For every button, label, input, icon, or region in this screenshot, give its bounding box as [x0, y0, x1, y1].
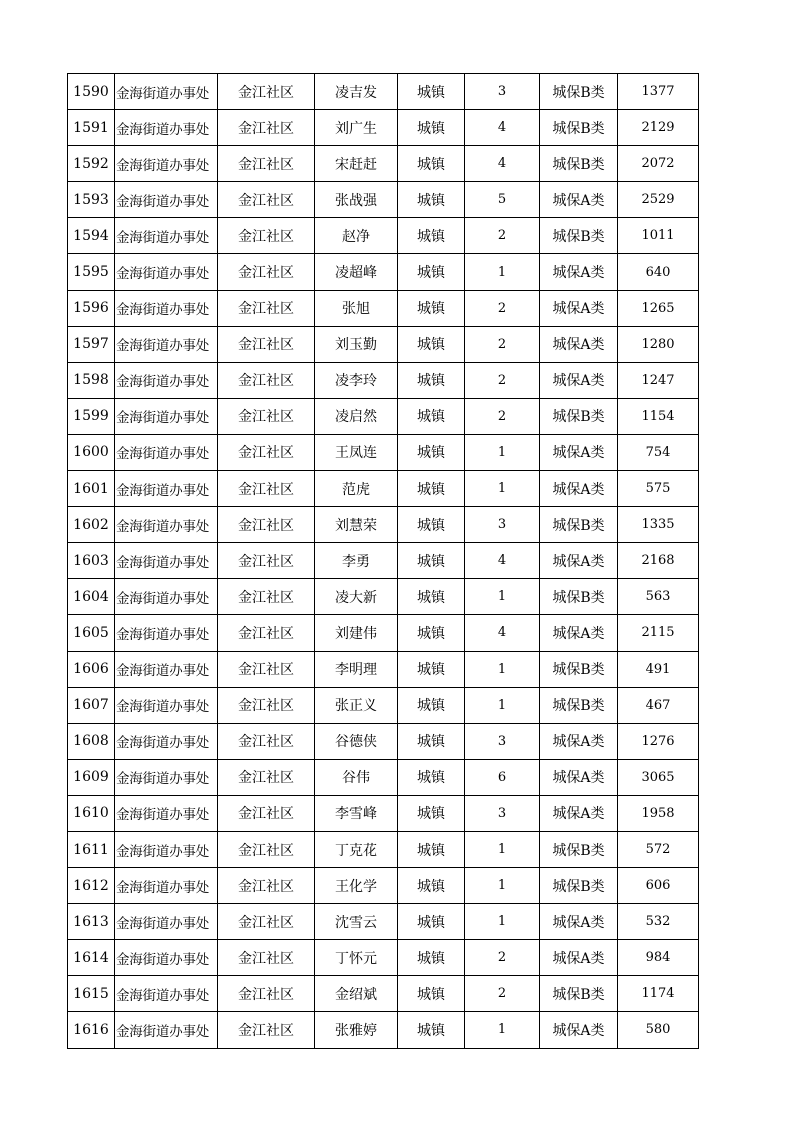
insurance-category-cell: 城保A类: [540, 940, 618, 976]
household-type-cell: 城镇: [398, 74, 465, 110]
record-number-cell: 1611: [68, 831, 115, 867]
record-number-cell: 1614: [68, 940, 115, 976]
community-name-cell: 金江社区: [218, 615, 315, 651]
record-number-cell: 1612: [68, 868, 115, 904]
insurance-category-cell: 城保B类: [540, 507, 618, 543]
record-number-cell: 1601: [68, 471, 115, 507]
amount-cell: 754: [618, 434, 699, 470]
family-size-cell: 5: [465, 182, 540, 218]
family-size-cell: 1: [465, 651, 540, 687]
person-name-cell: 李明理: [315, 651, 398, 687]
person-name-cell: 李勇: [315, 543, 398, 579]
amount-cell: 1377: [618, 74, 699, 110]
community-name-cell: 金江社区: [218, 651, 315, 687]
amount-cell: 606: [618, 868, 699, 904]
person-name-cell: 赵净: [315, 218, 398, 254]
record-number-cell: 1604: [68, 579, 115, 615]
person-name-cell: 凌李玲: [315, 362, 398, 398]
amount-cell: 1174: [618, 976, 699, 1012]
community-name-cell: 金江社区: [218, 831, 315, 867]
household-type-cell: 城镇: [398, 218, 465, 254]
amount-cell: 1011: [618, 218, 699, 254]
household-type-cell: 城镇: [398, 831, 465, 867]
household-type-cell: 城镇: [398, 723, 465, 759]
community-name-cell: 金江社区: [218, 434, 315, 470]
table-row: [68, 723, 699, 759]
household-type-cell: 城镇: [398, 434, 465, 470]
insurance-category-cell: 城保A类: [540, 759, 618, 795]
household-type-cell: 城镇: [398, 110, 465, 146]
beneficiary-table: [67, 73, 699, 1049]
table-row: [68, 904, 699, 940]
amount-cell: 2129: [618, 110, 699, 146]
community-name-cell: 金江社区: [218, 74, 315, 110]
office-name-cell: 金海街道办事处: [115, 471, 218, 507]
table-row: [68, 326, 699, 362]
amount-cell: 640: [618, 254, 699, 290]
person-name-cell: 宋赶赶: [315, 146, 398, 182]
insurance-category-cell: 城保B类: [540, 831, 618, 867]
community-name-cell: 金江社区: [218, 940, 315, 976]
community-name-cell: 金江社区: [218, 868, 315, 904]
insurance-category-cell: 城保B类: [540, 146, 618, 182]
table-row: [68, 507, 699, 543]
table-row: [68, 831, 699, 867]
household-type-cell: 城镇: [398, 1012, 465, 1048]
table-row: [68, 471, 699, 507]
record-number-cell: 1598: [68, 362, 115, 398]
insurance-category-cell: 城保B类: [540, 868, 618, 904]
person-name-cell: 丁克花: [315, 831, 398, 867]
community-name-cell: 金江社区: [218, 795, 315, 831]
amount-cell: 572: [618, 831, 699, 867]
amount-cell: 3065: [618, 759, 699, 795]
community-name-cell: 金江社区: [218, 1012, 315, 1048]
office-name-cell: 金海街道办事处: [115, 940, 218, 976]
amount-cell: 2168: [618, 543, 699, 579]
family-size-cell: 1: [465, 904, 540, 940]
family-size-cell: 6: [465, 759, 540, 795]
table-row: [68, 976, 699, 1012]
record-number-cell: 1607: [68, 687, 115, 723]
insurance-category-cell: 城保B类: [540, 218, 618, 254]
office-name-cell: 金海街道办事处: [115, 1012, 218, 1048]
community-name-cell: 金江社区: [218, 146, 315, 182]
record-number-cell: 1594: [68, 218, 115, 254]
amount-cell: 1280: [618, 326, 699, 362]
community-name-cell: 金江社区: [218, 362, 315, 398]
family-size-cell: 1: [465, 434, 540, 470]
household-type-cell: 城镇: [398, 507, 465, 543]
person-name-cell: 谷伟: [315, 759, 398, 795]
insurance-category-cell: 城保B类: [540, 651, 618, 687]
family-size-cell: 3: [465, 723, 540, 759]
amount-cell: 1265: [618, 290, 699, 326]
community-name-cell: 金江社区: [218, 543, 315, 579]
record-number-cell: 1608: [68, 723, 115, 759]
community-name-cell: 金江社区: [218, 976, 315, 1012]
family-size-cell: 2: [465, 326, 540, 362]
family-size-cell: 1: [465, 868, 540, 904]
household-type-cell: 城镇: [398, 651, 465, 687]
household-type-cell: 城镇: [398, 687, 465, 723]
office-name-cell: 金海街道办事处: [115, 434, 218, 470]
table-row: [68, 579, 699, 615]
office-name-cell: 金海街道办事处: [115, 759, 218, 795]
household-type-cell: 城镇: [398, 362, 465, 398]
person-name-cell: 刘建伟: [315, 615, 398, 651]
household-type-cell: 城镇: [398, 471, 465, 507]
table-row: [68, 759, 699, 795]
record-number-cell: 1599: [68, 398, 115, 434]
person-name-cell: 王凤连: [315, 434, 398, 470]
office-name-cell: 金海街道办事处: [115, 398, 218, 434]
family-size-cell: 2: [465, 398, 540, 434]
community-name-cell: 金江社区: [218, 471, 315, 507]
household-type-cell: 城镇: [398, 290, 465, 326]
household-type-cell: 城镇: [398, 254, 465, 290]
family-size-cell: 2: [465, 940, 540, 976]
insurance-category-cell: 城保A类: [540, 290, 618, 326]
record-number-cell: 1590: [68, 74, 115, 110]
record-number-cell: 1595: [68, 254, 115, 290]
office-name-cell: 金海街道办事处: [115, 110, 218, 146]
person-name-cell: 王化学: [315, 868, 398, 904]
record-number-cell: 1610: [68, 795, 115, 831]
insurance-category-cell: 城保B类: [540, 74, 618, 110]
insurance-category-cell: 城保A类: [540, 543, 618, 579]
amount-cell: 984: [618, 940, 699, 976]
record-number-cell: 1615: [68, 976, 115, 1012]
record-number-cell: 1602: [68, 507, 115, 543]
family-size-cell: 2: [465, 218, 540, 254]
office-name-cell: 金海街道办事处: [115, 904, 218, 940]
table-row: [68, 615, 699, 651]
community-name-cell: 金江社区: [218, 254, 315, 290]
family-size-cell: 3: [465, 507, 540, 543]
insurance-category-cell: 城保A类: [540, 904, 618, 940]
insurance-category-cell: 城保B类: [540, 687, 618, 723]
amount-cell: 491: [618, 651, 699, 687]
community-name-cell: 金江社区: [218, 904, 315, 940]
household-type-cell: 城镇: [398, 579, 465, 615]
person-name-cell: 谷德侠: [315, 723, 398, 759]
amount-cell: 1154: [618, 398, 699, 434]
record-number-cell: 1593: [68, 182, 115, 218]
table-row: [68, 362, 699, 398]
community-name-cell: 金江社区: [218, 398, 315, 434]
person-name-cell: 刘慧荣: [315, 507, 398, 543]
data-table-container: [67, 73, 699, 1049]
office-name-cell: 金海街道办事处: [115, 976, 218, 1012]
insurance-category-cell: 城保A类: [540, 182, 618, 218]
person-name-cell: 刘广生: [315, 110, 398, 146]
community-name-cell: 金江社区: [218, 687, 315, 723]
record-number-cell: 1609: [68, 759, 115, 795]
household-type-cell: 城镇: [398, 326, 465, 362]
table-row: [68, 110, 699, 146]
person-name-cell: 张战强: [315, 182, 398, 218]
table-row: [68, 218, 699, 254]
office-name-cell: 金海街道办事处: [115, 507, 218, 543]
insurance-category-cell: 城保A类: [540, 326, 618, 362]
amount-cell: 1276: [618, 723, 699, 759]
amount-cell: 1247: [618, 362, 699, 398]
person-name-cell: 张雅婷: [315, 1012, 398, 1048]
insurance-category-cell: 城保B类: [540, 976, 618, 1012]
person-name-cell: 凌吉发: [315, 74, 398, 110]
family-size-cell: 4: [465, 146, 540, 182]
office-name-cell: 金海街道办事处: [115, 254, 218, 290]
table-row: [68, 74, 699, 110]
office-name-cell: 金海街道办事处: [115, 74, 218, 110]
person-name-cell: 金绍斌: [315, 976, 398, 1012]
community-name-cell: 金江社区: [218, 723, 315, 759]
family-size-cell: 1: [465, 471, 540, 507]
amount-cell: 580: [618, 1012, 699, 1048]
person-name-cell: 李雪峰: [315, 795, 398, 831]
amount-cell: 2072: [618, 146, 699, 182]
table-row: [68, 398, 699, 434]
person-name-cell: 凌大新: [315, 579, 398, 615]
record-number-cell: 1605: [68, 615, 115, 651]
family-size-cell: 1: [465, 254, 540, 290]
table-row: [68, 290, 699, 326]
community-name-cell: 金江社区: [218, 218, 315, 254]
office-name-cell: 金海街道办事处: [115, 543, 218, 579]
family-size-cell: 1: [465, 831, 540, 867]
amount-cell: 1335: [618, 507, 699, 543]
family-size-cell: 2: [465, 976, 540, 1012]
household-type-cell: 城镇: [398, 182, 465, 218]
family-size-cell: 3: [465, 74, 540, 110]
household-type-cell: 城镇: [398, 795, 465, 831]
insurance-category-cell: 城保A类: [540, 434, 618, 470]
household-type-cell: 城镇: [398, 146, 465, 182]
community-name-cell: 金江社区: [218, 110, 315, 146]
amount-cell: 2115: [618, 615, 699, 651]
household-type-cell: 城镇: [398, 904, 465, 940]
record-number-cell: 1613: [68, 904, 115, 940]
table-row: [68, 182, 699, 218]
household-type-cell: 城镇: [398, 398, 465, 434]
person-name-cell: 丁怀元: [315, 940, 398, 976]
community-name-cell: 金江社区: [218, 579, 315, 615]
household-type-cell: 城镇: [398, 868, 465, 904]
table-row: [68, 940, 699, 976]
office-name-cell: 金海街道办事处: [115, 723, 218, 759]
person-name-cell: 刘玉勤: [315, 326, 398, 362]
insurance-category-cell: 城保A类: [540, 254, 618, 290]
person-name-cell: 凌超峰: [315, 254, 398, 290]
insurance-category-cell: 城保A类: [540, 1012, 618, 1048]
person-name-cell: 沈雪云: [315, 904, 398, 940]
office-name-cell: 金海街道办事处: [115, 651, 218, 687]
person-name-cell: 凌启然: [315, 398, 398, 434]
office-name-cell: 金海街道办事处: [115, 615, 218, 651]
office-name-cell: 金海街道办事处: [115, 146, 218, 182]
office-name-cell: 金海街道办事处: [115, 218, 218, 254]
office-name-cell: 金海街道办事处: [115, 579, 218, 615]
household-type-cell: 城镇: [398, 759, 465, 795]
record-number-cell: 1600: [68, 434, 115, 470]
office-name-cell: 金海街道办事处: [115, 868, 218, 904]
amount-cell: 532: [618, 904, 699, 940]
community-name-cell: 金江社区: [218, 326, 315, 362]
insurance-category-cell: 城保B类: [540, 398, 618, 434]
community-name-cell: 金江社区: [218, 759, 315, 795]
person-name-cell: 范虎: [315, 471, 398, 507]
insurance-category-cell: 城保A类: [540, 615, 618, 651]
family-size-cell: 4: [465, 615, 540, 651]
office-name-cell: 金海街道办事处: [115, 831, 218, 867]
record-number-cell: 1591: [68, 110, 115, 146]
family-size-cell: 4: [465, 110, 540, 146]
community-name-cell: 金江社区: [218, 182, 315, 218]
office-name-cell: 金海街道办事处: [115, 182, 218, 218]
office-name-cell: 金海街道办事处: [115, 326, 218, 362]
record-number-cell: 1606: [68, 651, 115, 687]
record-number-cell: 1616: [68, 1012, 115, 1048]
office-name-cell: 金海街道办事处: [115, 290, 218, 326]
family-size-cell: 2: [465, 290, 540, 326]
household-type-cell: 城镇: [398, 976, 465, 1012]
amount-cell: 575: [618, 471, 699, 507]
household-type-cell: 城镇: [398, 615, 465, 651]
insurance-category-cell: 城保B类: [540, 110, 618, 146]
table-row: [68, 434, 699, 470]
insurance-category-cell: 城保A类: [540, 362, 618, 398]
table-row: [68, 868, 699, 904]
family-size-cell: 4: [465, 543, 540, 579]
family-size-cell: 1: [465, 687, 540, 723]
household-type-cell: 城镇: [398, 940, 465, 976]
office-name-cell: 金海街道办事处: [115, 687, 218, 723]
table-row: [68, 254, 699, 290]
amount-cell: 467: [618, 687, 699, 723]
office-name-cell: 金海街道办事处: [115, 362, 218, 398]
insurance-category-cell: 城保A类: [540, 723, 618, 759]
table-row: [68, 146, 699, 182]
table-body: [68, 74, 699, 1049]
office-name-cell: 金海街道办事处: [115, 795, 218, 831]
table-row: [68, 795, 699, 831]
record-number-cell: 1597: [68, 326, 115, 362]
community-name-cell: 金江社区: [218, 290, 315, 326]
person-name-cell: 张旭: [315, 290, 398, 326]
family-size-cell: 2: [465, 362, 540, 398]
amount-cell: 563: [618, 579, 699, 615]
insurance-category-cell: 城保A类: [540, 471, 618, 507]
table-row: [68, 651, 699, 687]
insurance-category-cell: 城保B类: [540, 579, 618, 615]
table-row: [68, 687, 699, 723]
community-name-cell: 金江社区: [218, 507, 315, 543]
family-size-cell: 3: [465, 795, 540, 831]
table-row: [68, 543, 699, 579]
insurance-category-cell: 城保A类: [540, 795, 618, 831]
amount-cell: 2529: [618, 182, 699, 218]
family-size-cell: 1: [465, 1012, 540, 1048]
household-type-cell: 城镇: [398, 543, 465, 579]
person-name-cell: 张正义: [315, 687, 398, 723]
family-size-cell: 1: [465, 579, 540, 615]
record-number-cell: 1592: [68, 146, 115, 182]
table-row: [68, 1012, 699, 1048]
record-number-cell: 1603: [68, 543, 115, 579]
record-number-cell: 1596: [68, 290, 115, 326]
amount-cell: 1958: [618, 795, 699, 831]
